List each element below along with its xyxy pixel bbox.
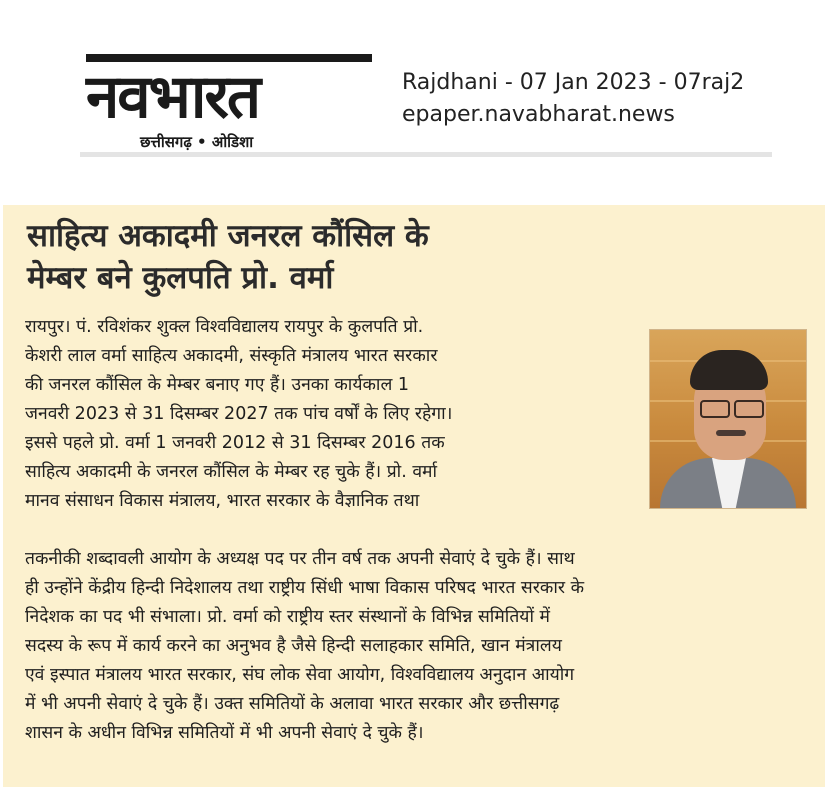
body-line: एवं इस्पात मंत्रालय भारत सरकार, संघ लोक सेवा आयोग, विश्वविद्यालय अनुदान आयोग <box>25 665 575 685</box>
edition-line: Rajdhani - 07 Jan 2023 - 07raj2 <box>402 70 745 95</box>
body-line: की जनरल कौंसिल के मेम्बर बनाए गए हैं। उनका कार्यकाल 1 <box>25 375 410 395</box>
body-line: साहित्य अकादमी के जनरल कौंसिल के मेम्बर रह चुके हैं। प्रो. वर्मा <box>25 462 438 482</box>
body-line: मानव संसाधन विकास मंत्रालय, भारत सरकार के वैज्ञानिक तथा <box>25 491 420 511</box>
article-body-wide <box>25 545 809 748</box>
headline-line: मेम्बर बने कुलपति प्रो. वर्मा <box>27 260 334 296</box>
site-line: epaper.navabharat.news <box>402 102 675 127</box>
body-line: शासन के अधीन विभिन्न समितियों में भी अपनी सेवाएं दे चुके हैं। <box>25 723 424 743</box>
article-body-narrow <box>25 313 637 516</box>
body-line: इससे पहले प्रो. वर्मा 1 जनवरी 2012 से 31 दिसम्बर 2016 तक <box>25 433 445 453</box>
body-line: सदस्य के रूप में कार्य करने का अनुभव है जैसे हिन्दी सलाहकार समिति, खान मंत्रालय <box>25 636 562 656</box>
body-line: निदेशक का पद भी संभाला। प्रो. वर्मा को राष्ट्रीय स्तर संस्थानों के विभिन्न समितियों में <box>25 607 551 627</box>
article-clipping <box>3 205 825 787</box>
portrait-photo <box>649 329 807 509</box>
body-line: में भी अपनी सेवाएं दे चुके हैं। उक्त समितियों के अलावा भारत सरकार और छत्तीसगढ़ <box>25 694 560 714</box>
article-headline <box>27 215 627 299</box>
body-line: रायपुर। पं. रविशंकर शुक्ल विश्वविद्यालय रायपुर के कुलपति प्रो. <box>25 317 424 337</box>
body-line: ही उन्होंने केंद्रीय हिन्दी निदेशालय तथा राष्ट्रीय सिंधी भाषा विकास परिषद भारत सरकार के <box>25 578 585 598</box>
body-line: केशरी लाल वर्मा साहित्य अकादमी, संस्कृति मंत्रालय भारत सरकार <box>25 346 438 366</box>
masthead-divider <box>80 152 772 157</box>
body-line: तकनीकी शब्दावली आयोग के अध्यक्ष पद पर तीन वर्ष तक अपनी सेवाएं दे चुके हैं। साथ <box>25 549 575 569</box>
headline-line: साहित्य अकादमी जनरल कौंसिल के <box>27 218 429 254</box>
newspaper-logo <box>80 54 376 150</box>
logo-subtitle: छत्तीसगढ़ • ओडिशा <box>140 133 254 151</box>
masthead <box>80 48 772 156</box>
logo-text: नवभारत <box>86 54 372 132</box>
body-line: जनवरी 2023 से 31 दिसम्बर 2027 तक पांच वर्षों के लिए रहेगा। <box>25 404 453 424</box>
